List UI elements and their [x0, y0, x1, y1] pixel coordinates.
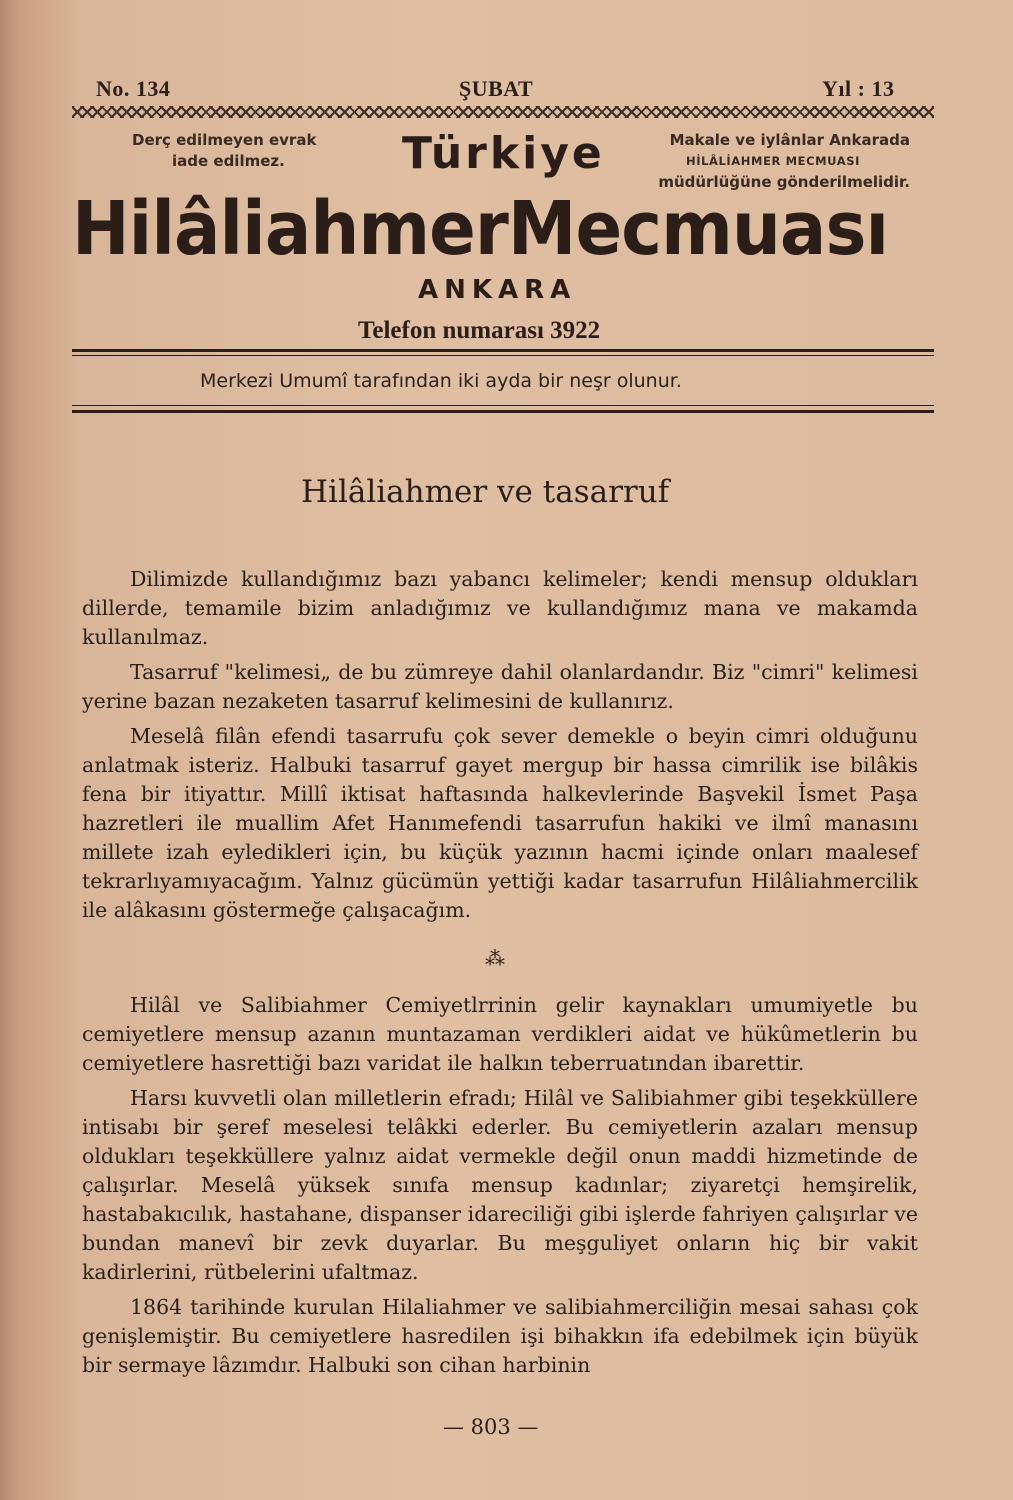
- article-body-part-2: [82, 991, 918, 1386]
- section-separator: ⁂: [485, 948, 505, 970]
- right-note-line-2: HİLÂLİAHMER MECMUASI: [685, 154, 861, 168]
- publication-subtitle: Merkezi Umumî tarafından iki ayda bir neşr olunur.: [200, 370, 682, 392]
- issue-year: Yıl : 13: [822, 76, 895, 101]
- right-note: [636, 130, 910, 193]
- article-title: Hilâliahmer ve tasarruf: [301, 474, 670, 510]
- header-rule-bottom-1: [72, 405, 934, 406]
- paragraph: Hilâl ve Salibiahmer Cemiyetlrrinin gelir kaynakları umumiyetle bu cemiyetlere mensup azanın muntazaman verdikleri aidat ve hükûmetlerin bu cemiyetlere hasrettiği bazı varidat ile halkın teberruatından ibarettir.: [82, 993, 918, 1075]
- ornamental-border: [72, 106, 934, 118]
- paragraph: Tasarruf "kelimesi„ de bu zümreye dahil olanlardandır. Biz "cimri" kelimesi yerine bazan nezaketen tasarruf kelimesini de kullanırız.: [82, 660, 918, 713]
- binding-spine: [0, 0, 18, 1500]
- right-note-line-1: Makale ve iylânlar Ankarada: [669, 131, 910, 149]
- issue-number: No. 134: [96, 76, 171, 101]
- paragraph: 1864 tarihinde kurulan Hilaliahmer ve salibiahmerciliğin mesai sahası çok genişlemiştir. Bu cemiyetlere hasredilen işi bihakkın ifa edebilmek için büyük bir sermaye lâzımdır. Halbuki son cihan harbinin: [82, 1295, 918, 1377]
- page-number: — 803 —: [443, 1415, 539, 1439]
- header-rule-top-2: [72, 355, 934, 356]
- left-note-line-1: Derç edilmeyen evrak: [132, 131, 317, 149]
- country-title: Türkiye: [402, 128, 605, 179]
- article-body-part-1: [82, 565, 918, 931]
- right-note-line-3: müdürlüğüne gönderilmelidir.: [658, 173, 910, 191]
- masthead-title: HilâliahmerMecmuası: [72, 186, 889, 272]
- city-label: ANKARA: [418, 275, 577, 305]
- paragraph: Dilimizde kullandığımız bazı yabancı kelimeler; kendi mensup oldukları dillerde, temamile bizim anladığımız ve kullandığımız mana ve makamda kullanılmaz.: [82, 567, 918, 649]
- left-note-line-2: iade edilmez.: [172, 152, 285, 170]
- issue-month: ŞUBAT: [459, 76, 534, 101]
- telephone-line: Telefon numarası 3922: [358, 317, 601, 344]
- header-rule-bottom-2: [72, 410, 934, 413]
- header-rule-top-1: [72, 349, 934, 352]
- left-note: [132, 130, 342, 172]
- paragraph: Meselâ filân efendi tasarrufu çok sever demekle o beyin cimri olduğunu anlatmak isteriz. Halbuki tasarruf gayet mergup bir hassa cimrilik ise bilâkis fena bir itiyattır. Millî iktisat haftasında halkevlerinde Başvekil İsmet Paşa hazretleri ile muallim Afet Hanımefendi tasarrufun hakiki ve ilmî manasını millete izah eyledikleri için, bu küçük yazının hacmi içinde onları maalesef tekrarlıyamıyacağım. Yalnız gücümün yettiği kadar tasarrufun Hilâliahmercilik ile alâkasını göstermeğe çalışacağım.: [82, 724, 918, 922]
- paragraph: Harsı kuvvetli olan milletlerin efradı; Hilâl ve Salibiahmer gibi teşekküllere intisabı bir şeref meselesi telâkki ederler. Bu cemiyetlerin azaları mensup oldukları teşekküllere yalnız aidat vermekle değil onun maddi hizmetinde de çalışırlar. Meselâ yüksek sınıfa mensup kadınlar; ziyaretçi hemşirelik, hastabakıcılık, hastahane, dispanser idareciliği gibi işlerde fahriyen çalışırlar ve bundan manevî bir zevk duyarlar. Bu meşguliyet onların hiç bir vakit kadirlerini, rütbelerini ufaltmaz.: [82, 1086, 918, 1284]
